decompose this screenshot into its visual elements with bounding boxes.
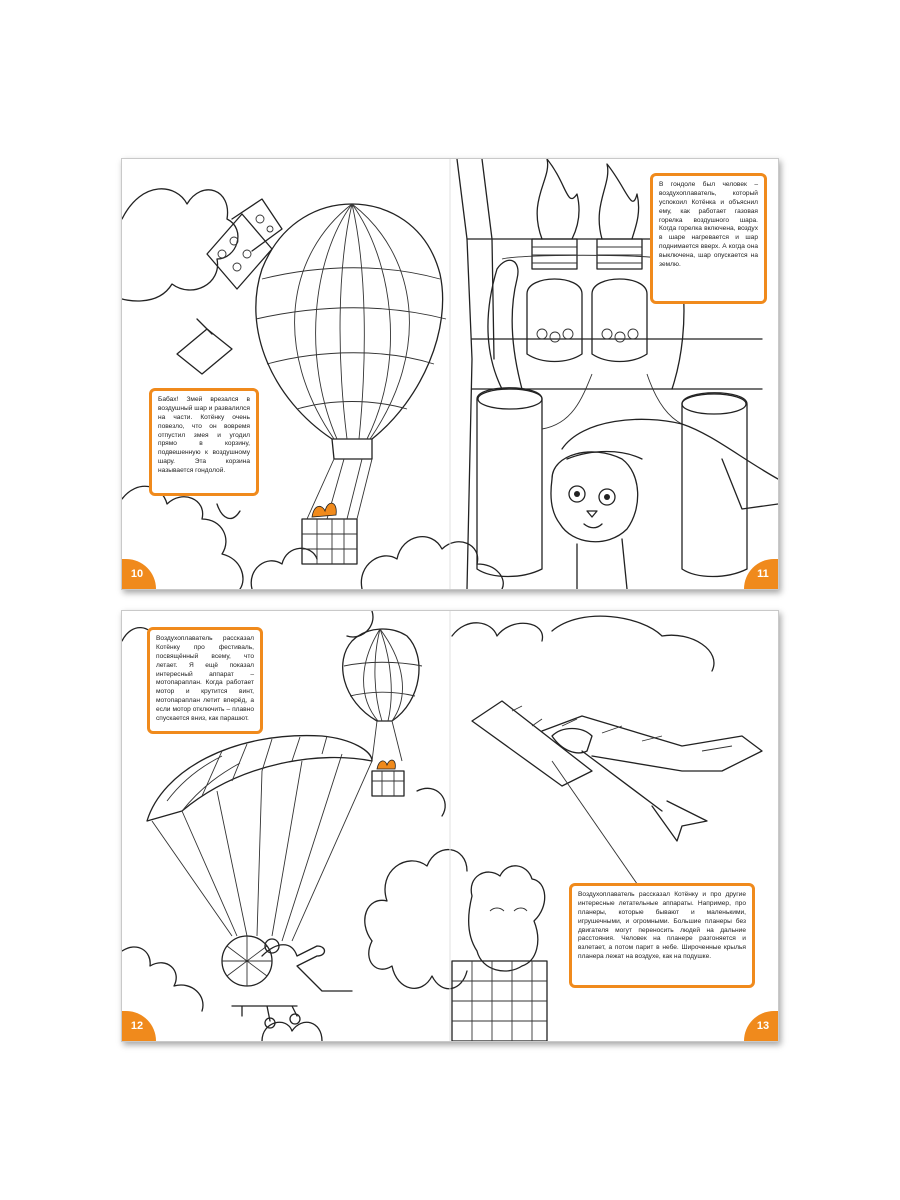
page-number-11: 11 [744, 559, 778, 589]
story-text-page-13: Воздухоплаватель рассказал Котёнку и про другие интересные летательные аппараты. Например, про планеры, которые бывают и маленькими, игрушечными, и огромными. Большие планеры без двигателя могут переносить людей на дальние расстояния. Человек на планере разгоняется и взлетает, а потом парит в небе. Широченные крылья планера лежат на воздухе, как на подушке. [578, 891, 746, 961]
cloud-top-left [122, 189, 238, 301]
story-text-page-10: Бабах! Змей врезался в воздушный шар и развалился на части. Котёнку очень повезло, что он вовремя отпустил змея и угодил прямо в корзину, подвешенную к воздушному шару. Эта корзина называется гондолой. [158, 396, 250, 475]
cloud-bottom-middle [361, 537, 503, 589]
hot-air-balloon-small [343, 629, 422, 796]
pilot-hand [562, 419, 778, 509]
kitten-face [551, 452, 638, 589]
story-textbox-page-10 [149, 388, 259, 496]
kitten-in-basket [452, 866, 547, 1041]
page-number-13: 13 [744, 1011, 778, 1041]
gas-cylinders [477, 374, 747, 577]
story-text-page-11: В гондоле был человек – воздухоплаватель, который успокоил Котёнка и объяснил ему, как работает газовая горелка воздушного шара. Когда горелка включена, воздух в шаре нагревается и шар поднимается вверх. А когда она выключена, шар опускается на землю. [659, 181, 758, 269]
story-textbox-page-12 [147, 627, 263, 734]
page-number-10: 10 [122, 559, 156, 589]
story-textbox-page-13 [569, 883, 755, 988]
story-text-page-12: Воздухоплаватель рассказал Котёнку про фестиваль, посвящённый всему, что летает. Я ещё показал интересный аппарат – мотопараплан. Когда работает мотор и крутится винт, мотопараплан летит вперёд, а если мотор отключить – плавно спускается вниз, как парашют. [156, 635, 254, 723]
paramotor-pilot [222, 936, 352, 1028]
story-textbox-page-11 [650, 173, 767, 304]
paramotor-lines [152, 754, 372, 941]
paramotor-wing [147, 736, 372, 821]
burner-flames [537, 159, 638, 239]
page-number-12: 12 [122, 1011, 156, 1041]
hot-air-balloon [256, 204, 446, 564]
cloud-middle [365, 788, 467, 988]
glider-plane [472, 701, 762, 891]
spread-pages-12-13 [121, 610, 779, 1042]
gas-burner [502, 239, 667, 362]
cloud-top-right [347, 611, 714, 671]
spread-pages-10-11 [121, 158, 779, 590]
